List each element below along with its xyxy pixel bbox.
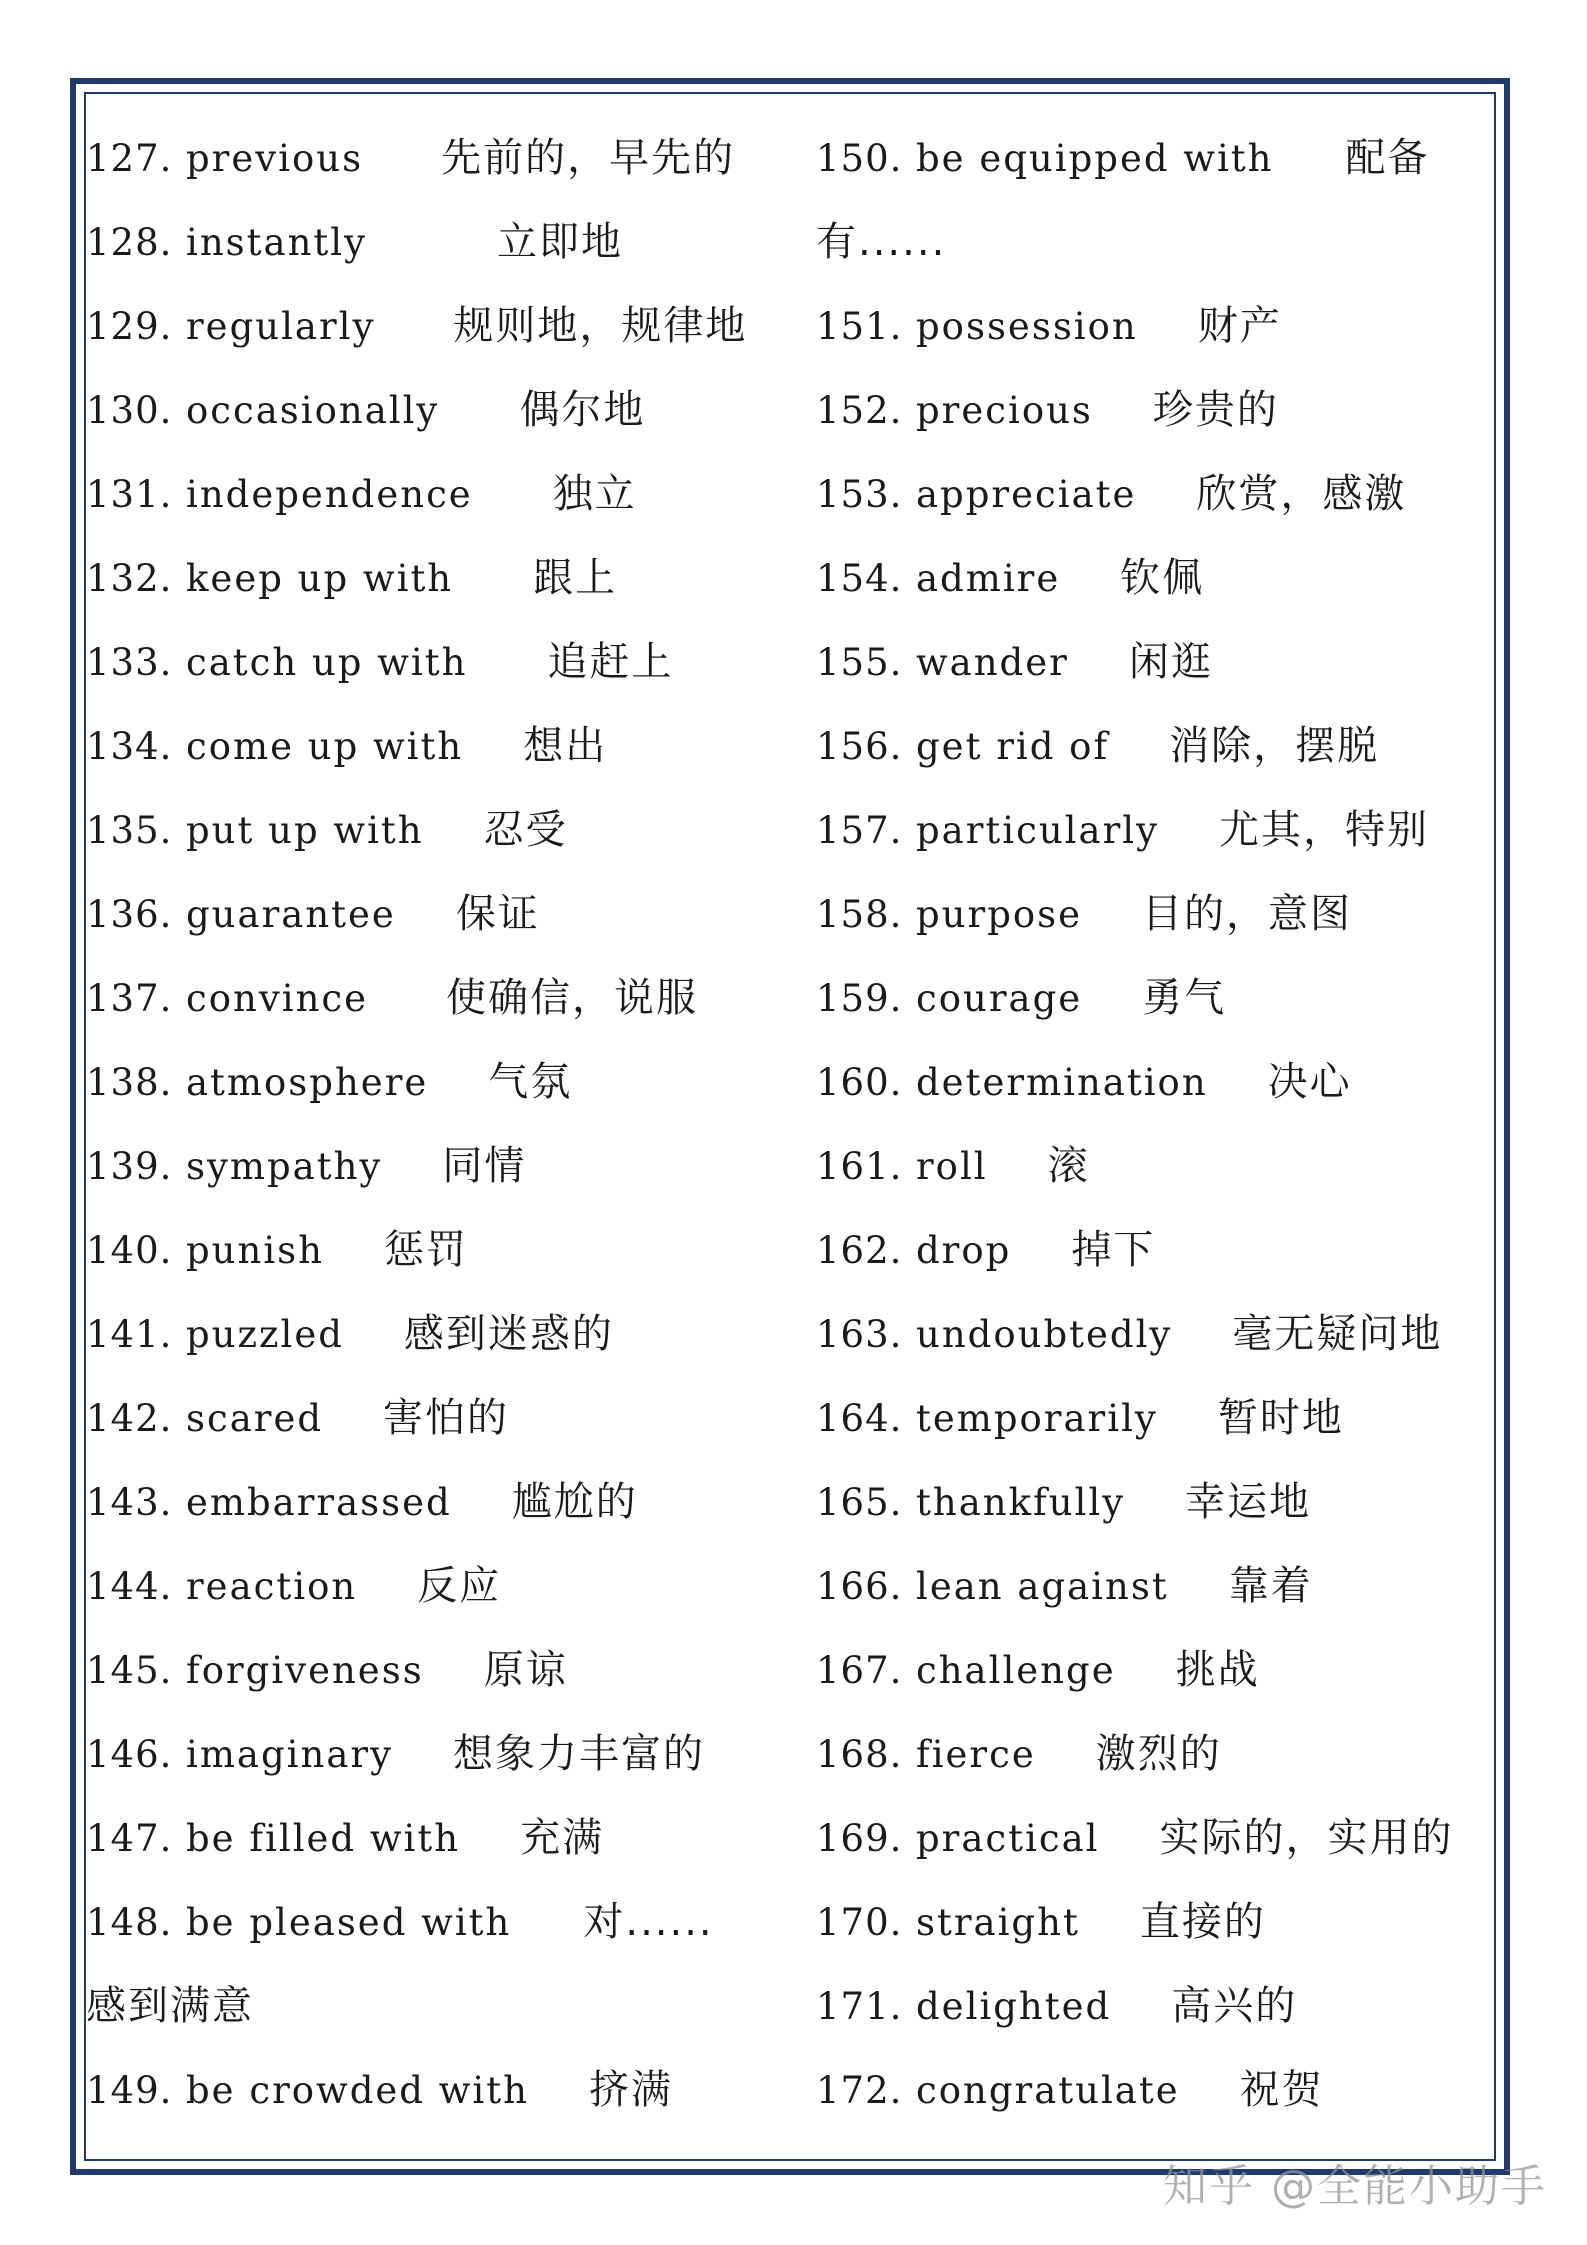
entry-chinese: 财产 xyxy=(1197,303,1282,349)
entry-english: atmosphere xyxy=(186,1061,429,1104)
left-column-entry xyxy=(86,704,607,788)
right-column-entry xyxy=(816,1460,1311,1544)
entry-chinese: 暂时地 xyxy=(1217,1395,1344,1441)
entry-english: drop xyxy=(916,1229,1012,1272)
right-column-entry xyxy=(816,200,946,284)
entry-chinese: 滚 xyxy=(1047,1143,1090,1189)
entry-number: 130. xyxy=(86,389,173,432)
entry-chinese: 挑战 xyxy=(1175,1647,1260,1693)
right-column-entry xyxy=(816,788,1429,872)
entry-english: imaginary xyxy=(186,1733,393,1776)
right-column-entry xyxy=(816,1628,1260,1712)
left-column-entry xyxy=(86,1040,572,1124)
entry-chinese: 反应 xyxy=(417,1563,502,1609)
left-column-entry xyxy=(86,1628,568,1712)
entry-number: 128. xyxy=(86,221,173,264)
entry-english: guarantee xyxy=(186,893,396,936)
entry-number: 159. xyxy=(816,977,903,1020)
entry-number: 148. xyxy=(86,1901,173,1944)
entry-english: convince xyxy=(186,977,369,1020)
entry-number: 162. xyxy=(816,1229,903,1272)
entry-chinese: 同情 xyxy=(442,1143,527,1189)
entry-english: possession xyxy=(916,305,1138,348)
entry-number: 155. xyxy=(816,641,903,684)
entry-chinese: 祝贺 xyxy=(1239,2067,1324,2113)
entry-chinese: 充满 xyxy=(520,1815,605,1861)
entry-number: 141. xyxy=(86,1313,173,1356)
entry-number: 135. xyxy=(86,809,173,852)
right-column-entry xyxy=(816,1208,1155,1292)
right-column-entry xyxy=(816,284,1282,368)
entry-chinese: 规则地，规律地 xyxy=(453,303,748,349)
entry-english: appreciate xyxy=(916,473,1137,516)
entry-chinese: 靠着 xyxy=(1228,1563,1313,1609)
right-column-entry xyxy=(816,1544,1313,1628)
right-column-entry xyxy=(816,1292,1442,1376)
entry-number: 138. xyxy=(86,1061,173,1104)
left-column-entry xyxy=(86,872,540,956)
entry-chinese: 跟上 xyxy=(533,555,618,601)
entry-english: lean against xyxy=(916,1565,1169,1608)
entry-english: forgiveness xyxy=(186,1649,424,1692)
entry-chinese: 忍受 xyxy=(483,807,568,853)
entry-chinese: 挤满 xyxy=(588,2067,673,2113)
left-column-entry xyxy=(86,1292,614,1376)
entry-chinese: 目的，意图 xyxy=(1142,891,1353,937)
entry-number: 129. xyxy=(86,305,173,348)
entry-chinese: 对...... xyxy=(583,1899,714,1945)
entry-number: 145. xyxy=(86,1649,173,1692)
entry-number: 153. xyxy=(816,473,903,516)
entry-chinese: 独立 xyxy=(552,471,637,517)
entry-chinese: 保证 xyxy=(455,891,540,937)
entry-number: 136. xyxy=(86,893,173,936)
entry-number: 146. xyxy=(86,1733,173,1776)
entry-english: sympathy xyxy=(186,1145,383,1188)
left-column-entry xyxy=(86,116,735,200)
right-column-entry xyxy=(816,2048,1324,2132)
entry-english: practical xyxy=(916,1817,1100,1860)
entry-english: reaction xyxy=(186,1565,358,1608)
entry-english: puzzled xyxy=(186,1313,344,1356)
entry-chinese: 激烈的 xyxy=(1095,1731,1222,1777)
entry-english: precious xyxy=(916,389,1093,432)
entry-number: 149. xyxy=(86,2069,173,2112)
entry-english: independence xyxy=(186,473,473,516)
entry-english: undoubtedly xyxy=(916,1313,1173,1356)
right-column-entry xyxy=(816,1964,1297,2048)
left-column-entry xyxy=(86,1796,604,1880)
entry-number: 158. xyxy=(816,893,903,936)
entry-chinese: 珍贵的 xyxy=(1152,387,1279,433)
right-column-entry xyxy=(816,536,1204,620)
entry-number: 139. xyxy=(86,1145,173,1188)
entry-english: straight xyxy=(916,1901,1080,1944)
entry-chinese: 掉下 xyxy=(1071,1227,1156,1273)
right-column-entry xyxy=(816,116,1430,200)
entry-chinese: 想出 xyxy=(523,723,608,769)
entry-english: admire xyxy=(916,557,1061,600)
entry-english: get rid of xyxy=(916,725,1110,768)
left-column-entry xyxy=(86,1124,526,1208)
entry-english: particularly xyxy=(916,809,1160,852)
entry-chinese: 毫无疑问地 xyxy=(1232,1311,1443,1357)
left-column-entry xyxy=(86,1208,468,1292)
left-column-entry xyxy=(86,620,673,704)
entry-chinese: 实际的，实用的 xyxy=(1159,1815,1454,1861)
entry-chinese: 钦佩 xyxy=(1120,555,1205,601)
left-column-entry xyxy=(86,2048,673,2132)
entry-chinese: 惩罚 xyxy=(384,1227,468,1273)
left-column-entry xyxy=(86,200,623,284)
entry-number: 150. xyxy=(816,137,903,180)
right-column-entry xyxy=(816,872,1352,956)
entry-chinese: 感到满意 xyxy=(86,1983,254,2029)
left-column-entry xyxy=(86,1712,705,1796)
entry-english: roll xyxy=(916,1145,988,1188)
right-column-entry xyxy=(816,1124,1090,1208)
left-column-entry xyxy=(86,1376,509,1460)
entry-number: 131. xyxy=(86,473,173,516)
entry-english: determination xyxy=(916,1061,1208,1104)
entry-number: 163. xyxy=(816,1313,903,1356)
entry-chinese: 想象力丰富的 xyxy=(452,1731,705,1777)
entry-number: 167. xyxy=(816,1649,903,1692)
entry-number: 147. xyxy=(86,1817,173,1860)
entry-english: be equipped with xyxy=(916,137,1274,180)
entry-english: delighted xyxy=(916,1985,1112,2028)
entry-number: 142. xyxy=(86,1397,173,1440)
entry-number: 169. xyxy=(816,1817,903,1860)
entry-chinese: 消除，摆脱 xyxy=(1169,723,1380,769)
entry-number: 143. xyxy=(86,1481,173,1524)
entry-number: 140. xyxy=(86,1229,173,1272)
entry-number: 164. xyxy=(816,1397,903,1440)
entry-english: keep up with xyxy=(186,557,454,600)
left-column-entry xyxy=(86,452,637,536)
right-column-entry xyxy=(816,1880,1266,1964)
entry-chinese: 配备 xyxy=(1345,135,1430,181)
entry-english: previous xyxy=(186,137,364,180)
entry-chinese: 欣赏，感激 xyxy=(1196,471,1407,517)
right-column-entry xyxy=(816,1712,1222,1796)
left-column-entry xyxy=(86,1544,501,1628)
entry-number: 157. xyxy=(816,809,903,852)
entry-english: embarrassed xyxy=(186,1481,452,1524)
entry-english: wander xyxy=(916,641,1069,684)
left-column-entry xyxy=(86,1964,254,2048)
left-column-entry xyxy=(86,536,617,620)
entry-english: occasionally xyxy=(186,389,440,432)
entry-english: scared xyxy=(186,1397,324,1440)
entry-english: thankfully xyxy=(916,1481,1126,1524)
left-column-entry xyxy=(86,1460,638,1544)
entry-chinese: 先前的，早先的 xyxy=(441,135,736,181)
entry-number: 137. xyxy=(86,977,173,1020)
right-column-entry xyxy=(816,1376,1344,1460)
right-column-entry xyxy=(816,452,1406,536)
entry-chinese: 决心 xyxy=(1267,1059,1352,1105)
entry-number: 168. xyxy=(816,1733,903,1776)
left-column-entry xyxy=(86,1880,714,1964)
entry-english: challenge xyxy=(916,1649,1116,1692)
entry-chinese: 气氛 xyxy=(488,1059,573,1105)
entry-chinese: 立即地 xyxy=(497,219,624,265)
page-border-inner xyxy=(84,92,1496,2161)
right-column-entry xyxy=(816,1796,1453,1880)
entry-chinese: 感到迷惑的 xyxy=(403,1311,614,1357)
entry-english: temporarily xyxy=(916,1397,1158,1440)
entry-english: fierce xyxy=(916,1733,1036,1776)
entry-english: catch up with xyxy=(186,641,468,684)
watermark: 知乎 @全能小助手 xyxy=(1163,2161,1547,2212)
right-column-entry xyxy=(816,620,1213,704)
entry-number: 132. xyxy=(86,557,173,600)
entry-chinese: 尤其，特别 xyxy=(1219,807,1430,853)
entry-chinese: 闲逛 xyxy=(1128,639,1213,685)
right-column-entry xyxy=(816,704,1379,788)
entry-english: punish xyxy=(186,1229,324,1272)
entry-english: instantly xyxy=(186,221,368,264)
entry-number: 166. xyxy=(816,1565,903,1608)
left-column-entry xyxy=(86,368,645,452)
right-column-entry xyxy=(816,1040,1352,1124)
entry-english: be crowded with xyxy=(186,2069,529,2112)
entry-number: 170. xyxy=(816,1901,903,1944)
entry-number: 156. xyxy=(816,725,903,768)
entry-chinese: 偶尔地 xyxy=(519,387,646,433)
entry-number: 160. xyxy=(816,1061,903,1104)
right-column-entry xyxy=(816,956,1226,1040)
entry-english: be pleased with xyxy=(186,1901,512,1944)
entry-chinese: 使确信，说服 xyxy=(446,975,699,1021)
entry-english: purpose xyxy=(916,893,1083,936)
entry-chinese: 幸运地 xyxy=(1185,1479,1312,1525)
entry-chinese: 有...... xyxy=(816,219,947,265)
left-column-entry xyxy=(86,284,747,368)
entry-english: be filled with xyxy=(186,1817,461,1860)
right-column-entry xyxy=(816,368,1279,452)
left-column-entry xyxy=(86,956,698,1040)
entry-number: 152. xyxy=(816,389,903,432)
entry-chinese: 高兴的 xyxy=(1171,1983,1298,2029)
entry-number: 161. xyxy=(816,1145,903,1188)
entry-english: regularly xyxy=(186,305,376,348)
entry-english: put up with xyxy=(186,809,424,852)
entry-number: 127. xyxy=(86,137,173,180)
entry-chinese: 直接的 xyxy=(1139,1899,1266,1945)
entry-english: congratulate xyxy=(916,2069,1180,2112)
page-border-outer xyxy=(70,78,1510,2175)
entry-number: 171. xyxy=(816,1985,903,2028)
entry-number: 151. xyxy=(816,305,903,348)
entry-number: 154. xyxy=(816,557,903,600)
entry-number: 134. xyxy=(86,725,173,768)
entry-number: 133. xyxy=(86,641,173,684)
entry-chinese: 尴尬的 xyxy=(511,1479,638,1525)
entry-chinese: 原谅 xyxy=(483,1647,568,1693)
entry-number: 144. xyxy=(86,1565,173,1608)
left-column-entry xyxy=(86,788,568,872)
entry-chinese: 勇气 xyxy=(1142,975,1227,1021)
entry-chinese: 害怕的 xyxy=(383,1395,510,1441)
entry-number: 165. xyxy=(816,1481,903,1524)
entry-chinese: 追赶上 xyxy=(547,639,674,685)
entry-english: courage xyxy=(916,977,1083,1020)
entry-english: come up with xyxy=(186,725,464,768)
entry-number: 172. xyxy=(816,2069,903,2112)
